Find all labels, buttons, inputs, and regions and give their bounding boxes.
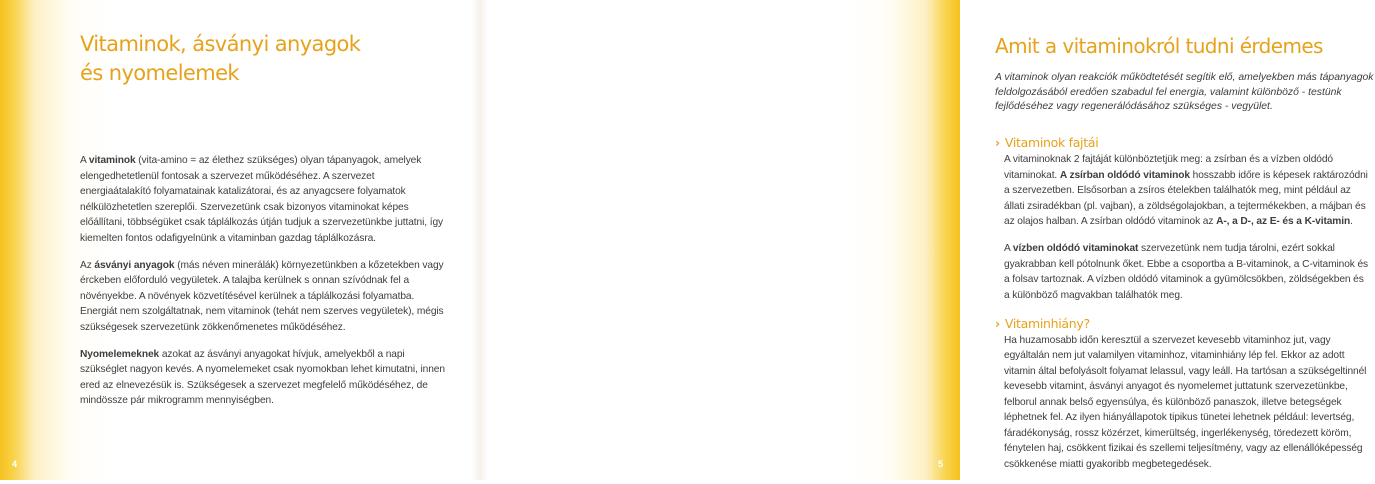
left-title-line2: és nyomelemek [80, 61, 239, 85]
right-page-title: Amit a vitaminokról tudni érdemes [995, 34, 1323, 58]
term-water-soluble: vízben oldódó vitaminokat [1012, 243, 1139, 254]
right-intro-text: A vitaminok olyan reakciók működtetését segítik elő, amelyekben más tápanyagok feldolgozásából eredően szabadul fel energia, valamint különböző - testünk fejlődéséhez vagy regenerálódásához szükséges - vegyület. [995, 72, 1374, 113]
term-nyomelemeknek: Nyomelemeknek [80, 348, 160, 360]
chevron-right-icon: › [995, 135, 1000, 150]
page-number-left: 4 [12, 459, 18, 469]
section-heading-vitamin-types: › Vitaminok fajtái [995, 135, 1099, 150]
fat-soluble-paragraph: A vitaminoknak 2 fajtáját különböztetjük meg: a zsírban és a vízben oldódó vitaminokat. A zsírban oldódó vitaminok hosszabb időre is képesek raktározódni a szervezetben. Elsősorban a zsíros ételekben találhatók meg, mint például az állati zsiradékban (pl. vajban), a zöldségolajokban, a tejtermékekben, a májban és az olajos halban. A zsírban oldódó vitaminok az A-, a D-, az E- és a K-vitamin. [1004, 154, 1368, 227]
left-page [0, 0, 480, 480]
section-vitamin-deficiency [995, 315, 1371, 473]
vitamins-paragraph: A vitaminok (vita-amino = az élethez szükséges) olyan tápanyagok, amelyek elengedhetetlenül fontosak a szervezet működéséhez. A szervezet energiaátalakító folyamatainak katalizátorai, és az anyagcsere folyamatok nélkülözhetetlen szereplői. Szervezetünk csak bizonyos vitaminokat képes előállítani, többségüket csak táplálkozás útján tudjuk a szervezetünkbe juttatni, így kiemelten fontos odafigyelnünk a vitaminban gazdag táplálkozásra. [80, 155, 444, 244]
term-fat-soluble: A zsírban oldódó vitaminok [1059, 169, 1190, 181]
section-vitamin-types [995, 134, 1371, 303]
left-title-line1: Vitaminok, ásványi anyagok [80, 32, 361, 56]
chevron-right-icon: › [995, 315, 1000, 331]
section-heading-vitamin-deficiency: › Vitaminhiány? [995, 315, 1090, 331]
right-page [480, 0, 1374, 480]
term-asvanyi-anyagok: ásványi anyagok [94, 259, 175, 271]
left-page-title [80, 30, 380, 88]
right-body-text [995, 134, 1371, 484]
term-vitaminok: vitaminok [88, 155, 136, 166]
book-spine [472, 0, 488, 480]
trace-elements-paragraph: Nyomelemeknek azokat az ásványi anyagokat hívjuk, amelyekből a napi szükséglet nagyon kevés. A nyomelemeket csak nyomokban lehet kimutatni, innen ered az elnevezésük is. Szükségesek a szervezet megfelelő működéséhez, de mindössze pár mikrogramm mennyiségben. [80, 348, 445, 406]
term-vitamin-list: A-, a D-, az E- és a K-vitamin [1216, 216, 1351, 227]
deficiency-paragraph: Ha huzamosabb időn keresztül a szervezet kevesebb vitaminhoz jut, vagy egyáltalán nem jut valamilyen vitaminhoz, vitaminhiány lép fel. Ekkor az adott vitamin által befolyásolt folyamat lelassul, vagy leáll. Ha tartósan a szükségeltinnél kevesebb vitamint, ásványi anyagot és nyomelemet juttatunk szervezetünkbe, felborul annak belső egyensúlya, és különböző panaszok, illetve betegségek léphetnek fel. Az ilyen hiányállapotok tipikus tünetei lehetnek például: levertség, fáradékonyság, rossz közérzet, kimerültség, ingerlékenység, töredezett köröm, fényteIen haj, csökkent fizikai és szellemi teljesítmény, vagy az ellenállóképesség csökkenése miatti gyakoribb megbetegedések. [1004, 334, 1367, 470]
minerals-paragraph: Az ásványi anyagok (más néven minerálák) környezetünkben a kőzetekben vagy érckeben előforduló vegyületek. A talajba kerülnek s onnan szívódnak fel a növényekbe. A növények közvetítésével kerülnek a táplálkozási folyamatba. Energiát nem szolgáltatnak, nem vitaminok (tehát nem szerves vegyületek), mégis szükségesek szervezetünk zökkenőmenetes működéséhez. [80, 259, 444, 333]
water-soluble-paragraph: A vízben oldódó vitaminokat szervezetünk nem tudja tárolni, ezért sokkal gyakrabban kell pótolnunk őket. Ebbe a csoportba a B-vitaminok, a C-vitaminok és a folsav tartoznak. A vízben oldódó vitaminok a gyümölcsökben, zöldségekben és a különböző magvakban találhatók meg. [1004, 243, 1369, 301]
left-body-text [80, 153, 448, 420]
page-number-right: 5 [938, 459, 944, 469]
